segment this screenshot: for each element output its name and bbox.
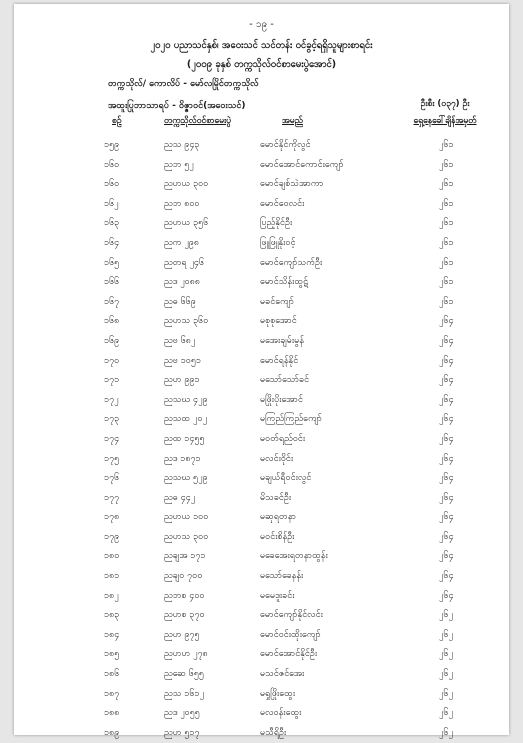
subject-label: အထူးပြုဘာသာရပ် - ဝိဇ္ဇာဝင်(အဝေးသင်): [108, 101, 246, 111]
row-number: ၁၈၈: [104, 708, 120, 719]
table-row: [14, 410, 509, 430]
mark-column-heading-line1: ဦးစီး (၀၃၇) ဦး: [420, 99, 470, 109]
row-exam-id: ညဟယ ၃၀၀: [164, 179, 209, 190]
table-row: [14, 371, 509, 391]
row-mark: ၂၆၄: [439, 512, 454, 523]
row-exam-id: ညဘ ၈၀၀: [164, 198, 200, 209]
row-mark: ၂၆၂: [439, 610, 453, 621]
table-row: [14, 450, 509, 470]
row-number: ၁၆၂: [104, 198, 119, 209]
row-mark: ၂၆၄: [439, 394, 454, 405]
row-number: ၁၇၅: [104, 453, 120, 464]
row-exam-id: ညဟသ ၃၆၀: [164, 316, 209, 327]
row-exam-id: ညဗ ၁၀၅၁: [164, 355, 201, 366]
row-exam-id: ညဒ ၂၀၈၈: [164, 277, 201, 288]
row-number: ၁၆၃: [104, 218, 120, 229]
row-number: ၁၈၆: [104, 669, 120, 680]
row-name: မောင်အောင်ကောင်းကျော်: [260, 159, 344, 170]
row-mark: ၂၆၄: [439, 492, 454, 503]
row-name: မသီရိဦး: [260, 727, 287, 738]
header-id: တက္ကသိုလ်ဝင်စာမေးပွဲ: [164, 116, 232, 126]
row-mark: ၂၆၁: [439, 198, 454, 209]
university-label: တက္ကသိုလ်/ ကောလိပ် - မော်လမြိုင်တက္ကသိုလ်: [108, 79, 259, 89]
table-row: [14, 704, 509, 724]
row-number: ၁၆၅: [104, 257, 120, 268]
row-exam-id: ညသဃ ၄၂၉: [164, 394, 208, 405]
row-exam-id: ညထ ၁၄၅၅: [164, 433, 205, 444]
row-mark: ၂၆၄: [439, 571, 454, 582]
row-mark: ၂၆၄: [439, 355, 454, 366]
row-number: ၁၅၉: [104, 140, 120, 150]
row-number: ၁၈၇: [104, 688, 120, 699]
table-row: [14, 528, 509, 548]
row-mark: ၂၆၁: [439, 159, 454, 170]
row-number: ၁၇၆: [104, 473, 120, 484]
row-mark: ၂၆၄: [439, 335, 454, 346]
row-name: မဆုရတနာ: [260, 512, 297, 523]
row-mark: ၂၆၁: [439, 277, 454, 288]
table-row: [14, 587, 509, 607]
table-row: [14, 645, 509, 665]
row-name: မစုစုအောင်: [260, 316, 297, 327]
row-number: ၁၈၀: [104, 551, 120, 562]
row-number: ၁၈၂: [104, 590, 119, 601]
row-exam-id: ညသ ၉၄၃: [164, 140, 200, 150]
row-number: ၁၆၉: [104, 335, 120, 346]
table-row: [14, 469, 509, 489]
row-name: မခေအေးရတနာထွန်း: [260, 551, 328, 562]
header-no: စဉ်: [112, 116, 122, 126]
row-name: မောင်သိန်းထွဋ်: [260, 277, 309, 288]
mark-column-heading-line2: ရှေ့နေခေါ်ချိန်အမှတ်: [413, 116, 477, 126]
table-row: [14, 665, 509, 685]
row-exam-id: ညဘစ ၄၀၀: [164, 590, 205, 601]
row-name: မောင်ချစ်သဲအာကာ: [260, 179, 324, 190]
table-row: [14, 508, 509, 528]
row-name: မမေဒူးခင်း: [260, 590, 295, 601]
row-number: ၁၇၀: [104, 355, 120, 366]
table-row: [14, 156, 509, 176]
row-exam-id: ညဟစ ၃၇၀: [164, 610, 205, 621]
row-name: မောင်ဝေလင်း: [260, 198, 305, 209]
row-name: မသော်သော်ခင်: [260, 375, 310, 386]
row-mark: ၂၆၄: [439, 453, 454, 464]
row-number: ၁၆၇: [104, 296, 120, 307]
row-mark: ၂၆၁: [439, 296, 454, 307]
row-number: ၁၇၁: [104, 375, 120, 386]
table-row: [14, 175, 509, 195]
header-name: အမည်: [282, 116, 303, 126]
row-number: ၁၇၇: [104, 492, 120, 503]
row-mark: ၂၆၁: [439, 218, 454, 229]
row-mark: ၂၆၂: [439, 629, 453, 640]
row-exam-id: ညဟဟ ၂၇၈: [164, 649, 208, 660]
row-name: မောင်နိုင်ကိုလွင်: [260, 140, 311, 150]
table-row: [14, 626, 509, 646]
table-row: [14, 391, 509, 411]
row-exam-id: ညဒ ၁၈၇၁: [164, 453, 201, 464]
row-exam-id: ညဆေ ၆၅၅: [164, 669, 204, 680]
row-mark: ၂၆၂: [439, 727, 453, 738]
row-mark: ၂၆၄: [439, 414, 454, 425]
page-number: - ၁၉ -: [249, 19, 274, 30]
row-mark: ၂၆၁: [439, 179, 454, 190]
row-exam-id: ညဟသ ၃၀၀: [164, 531, 209, 542]
row-number: ၁၇၃: [104, 414, 120, 425]
row-name: မလဝန်းထွေး: [260, 708, 302, 719]
row-name: မောင်ဝင်းထိုးကျော်: [260, 629, 321, 640]
row-number: ၁၆၄: [104, 237, 120, 248]
row-name: မဝတ်ရည်ဝင်း: [260, 433, 306, 444]
row-exam-id: ညဓ ၆၆၉: [164, 296, 196, 307]
row-exam-id: ညဘ ၅၂: [164, 159, 194, 170]
row-name: မောင်ရန်နိုင်: [260, 355, 299, 366]
row-name: မိသခင်ဦး: [260, 492, 292, 503]
row-mark: ၂၆၁: [439, 237, 454, 248]
row-exam-id: ညဟ ၉၇၅: [164, 629, 200, 640]
row-number: ၁၆၆: [104, 277, 120, 288]
row-exam-id: ညဗ ၆၈၂: [164, 335, 196, 346]
row-exam-id: ညဟယ ၃၅၆: [164, 218, 209, 229]
row-exam-id: ညသထ ၂၀၂: [164, 414, 207, 425]
table-row: [14, 332, 509, 352]
row-mark: ၂၆၂: [439, 649, 453, 660]
row-name: ပြည့်နိုင်ဦး: [260, 218, 293, 229]
row-name: မသင်ဇင်အေး: [260, 669, 305, 680]
row-exam-id: ညသဃ ၅၂၉: [164, 473, 208, 484]
table-row: [14, 293, 509, 313]
table-row: [14, 489, 509, 509]
row-number: ၁၈၉: [104, 727, 120, 738]
table-row: [14, 195, 509, 215]
table-row: [14, 214, 509, 234]
row-exam-id: ညက ၂၉၈: [164, 237, 199, 248]
row-number: ၁၆၀: [104, 179, 120, 190]
row-number: ၁၇၄: [104, 433, 120, 444]
table-row: [14, 606, 509, 626]
row-name: မသော်ခေနန်း: [260, 571, 304, 582]
row-mark: ၂၆၄: [439, 551, 454, 562]
row-number: ၁၈၄: [104, 629, 120, 640]
row-mark: ၂၆၄: [439, 433, 454, 444]
row-mark: ၂၆၂: [439, 708, 453, 719]
row-mark: ၂၆၄: [439, 590, 454, 601]
table-row: [14, 136, 509, 156]
row-name: ဖြူဖြူနိုးဝင့်: [260, 237, 296, 248]
table-row: [14, 352, 509, 372]
row-number: ၁၇၉: [104, 531, 120, 542]
row-mark: ၂၆၄: [439, 316, 454, 327]
results-table: [14, 136, 509, 743]
row-name: မကြည်ကြည်ကျော်: [260, 414, 322, 425]
table-row: [14, 234, 509, 254]
row-number: ၁၆၈: [104, 316, 120, 327]
row-mark: ၂၆၁: [439, 140, 454, 150]
table-row: [14, 567, 509, 587]
row-name: မောင်ကျော်နိုင်လင်း: [260, 610, 323, 621]
row-name: မဝင်းစိန်ဦး: [260, 531, 295, 542]
row-mark: ၂၆၄: [439, 473, 454, 484]
table-row: [14, 430, 509, 450]
row-exam-id: ညသ ၁၆၁၂: [164, 688, 204, 699]
table-row: [14, 685, 509, 705]
row-mark: ၂၆၄: [439, 531, 454, 542]
table-row: [14, 312, 509, 332]
row-name: မခင်ကျော်: [260, 296, 295, 307]
row-number: ၁၇၈: [104, 512, 120, 523]
row-number: ၁၈၃: [104, 610, 120, 621]
row-name: မအေးချမ်းမွန်: [260, 335, 304, 346]
row-number: ၁၆၀: [104, 159, 120, 170]
row-exam-id: ညဟယ ၁၀၀: [164, 512, 209, 523]
table-row: [14, 273, 509, 293]
mark-column-heading: [409, 96, 481, 130]
row-name: မောင်အောင်နိုင်ဦး: [260, 649, 318, 660]
row-exam-id: ညဟ ၉၉၁: [164, 375, 200, 386]
row-exam-id: ညချဝ ၇၀၀: [164, 571, 203, 582]
row-name: မောင်ကျော်သက်ဦး: [260, 257, 323, 268]
table-row: [14, 254, 509, 274]
row-exam-id: ညဓ ၄၄၂: [164, 492, 196, 503]
document-title: ၂၀၂၀ ပညာသင်နှစ်၊ အဝေးသင် သင်တန်း ဝင်ခွင့်ရရှိသူများစာရင်း: [150, 40, 373, 51]
row-mark: ၂၆၁: [439, 257, 454, 268]
row-number: ၁၈၁: [104, 571, 120, 582]
row-number: ၁၇၂: [104, 394, 119, 405]
document-subtitle: (၂၀၀၉ ခုနှစ် တက္ကသိုလ်ဝင်စာမေးပွဲအောင်): [186, 59, 337, 70]
row-exam-id: ညချအ ၁၇၁: [164, 551, 206, 562]
row-name: မချယ်ရီဝင်းလွင်: [260, 473, 312, 484]
row-name: မဖြိုးပိုးအောင်: [260, 394, 303, 405]
document-page: [14, 4, 509, 738]
row-exam-id: ညတရ ၂၄၆: [164, 257, 205, 268]
row-exam-id: ညဟ ၅၁၇: [164, 727, 200, 738]
row-number: ၁၈၅: [104, 649, 120, 660]
row-mark: ၂၆၂: [439, 669, 453, 680]
table-row: [14, 547, 509, 567]
row-mark: ၂၆၄: [439, 375, 454, 386]
row-mark: ၂၆၂: [439, 688, 453, 699]
row-exam-id: ညဒ ၂၀၅၅: [164, 708, 200, 719]
table-row: [14, 724, 509, 743]
row-name: မရှုဖြိုးထွေး: [260, 688, 296, 699]
row-name: မလင်းဝိုင်း: [260, 453, 294, 464]
